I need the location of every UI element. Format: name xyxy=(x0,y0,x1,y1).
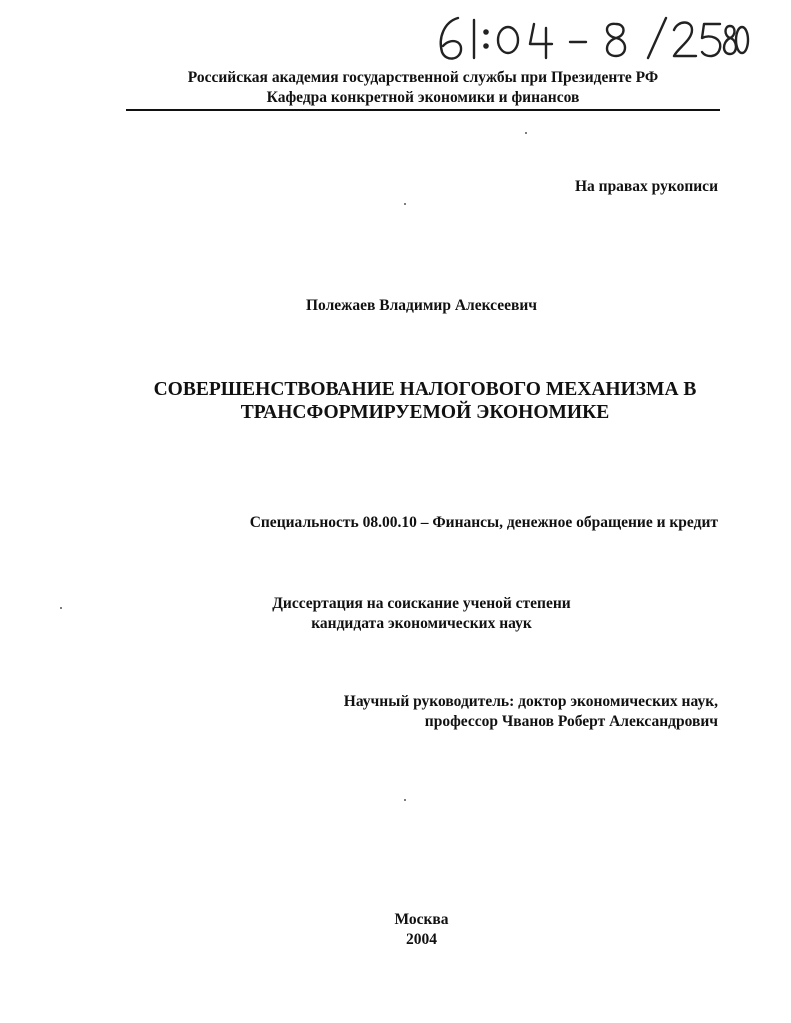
author-name: Полежаев Владимир Алексеевич xyxy=(305,297,538,314)
scan-speck xyxy=(404,799,406,801)
handwritten-archive-code xyxy=(430,8,750,68)
dissertation-title xyxy=(100,378,750,424)
year: 2004 xyxy=(406,931,437,948)
title-line-2: ТРАНСФОРМИРУЕМОЙ ЭКОНОМИКЕ xyxy=(240,402,610,423)
supervisor-block xyxy=(344,692,718,732)
degree-line-2: кандидата экономических наук xyxy=(311,615,532,632)
scan-speck xyxy=(404,203,406,205)
supervisor-line-1: Научный руководитель: доктор экономических наук, xyxy=(343,693,718,710)
header-divider xyxy=(126,109,720,111)
supervisor-line-2: профессор Чванов Роберт Александрович xyxy=(424,713,718,730)
title-line-1: СОВЕРШЕНСТВОВАНИЕ НАЛОГОВОГО МЕХАНИЗМА В xyxy=(153,379,697,400)
city: Москва xyxy=(394,911,449,928)
scan-speck xyxy=(525,132,527,134)
rights-note: На правах рукописи xyxy=(574,178,718,195)
degree-line-1: Диссертация на соискание ученой степени xyxy=(272,595,571,612)
institution-header xyxy=(126,68,720,108)
department-name: Кафедра конкретной экономики и финансов xyxy=(266,89,580,106)
place-and-year xyxy=(0,910,791,950)
degree-statement xyxy=(0,594,791,634)
handwritten-code-drawing xyxy=(430,8,750,68)
specialty-line: Специальность 08.00.10 – Финансы, денежное обращение и кредит xyxy=(249,514,718,531)
institution-name: Российская академия государственной службы при Президенте РФ xyxy=(187,69,659,86)
